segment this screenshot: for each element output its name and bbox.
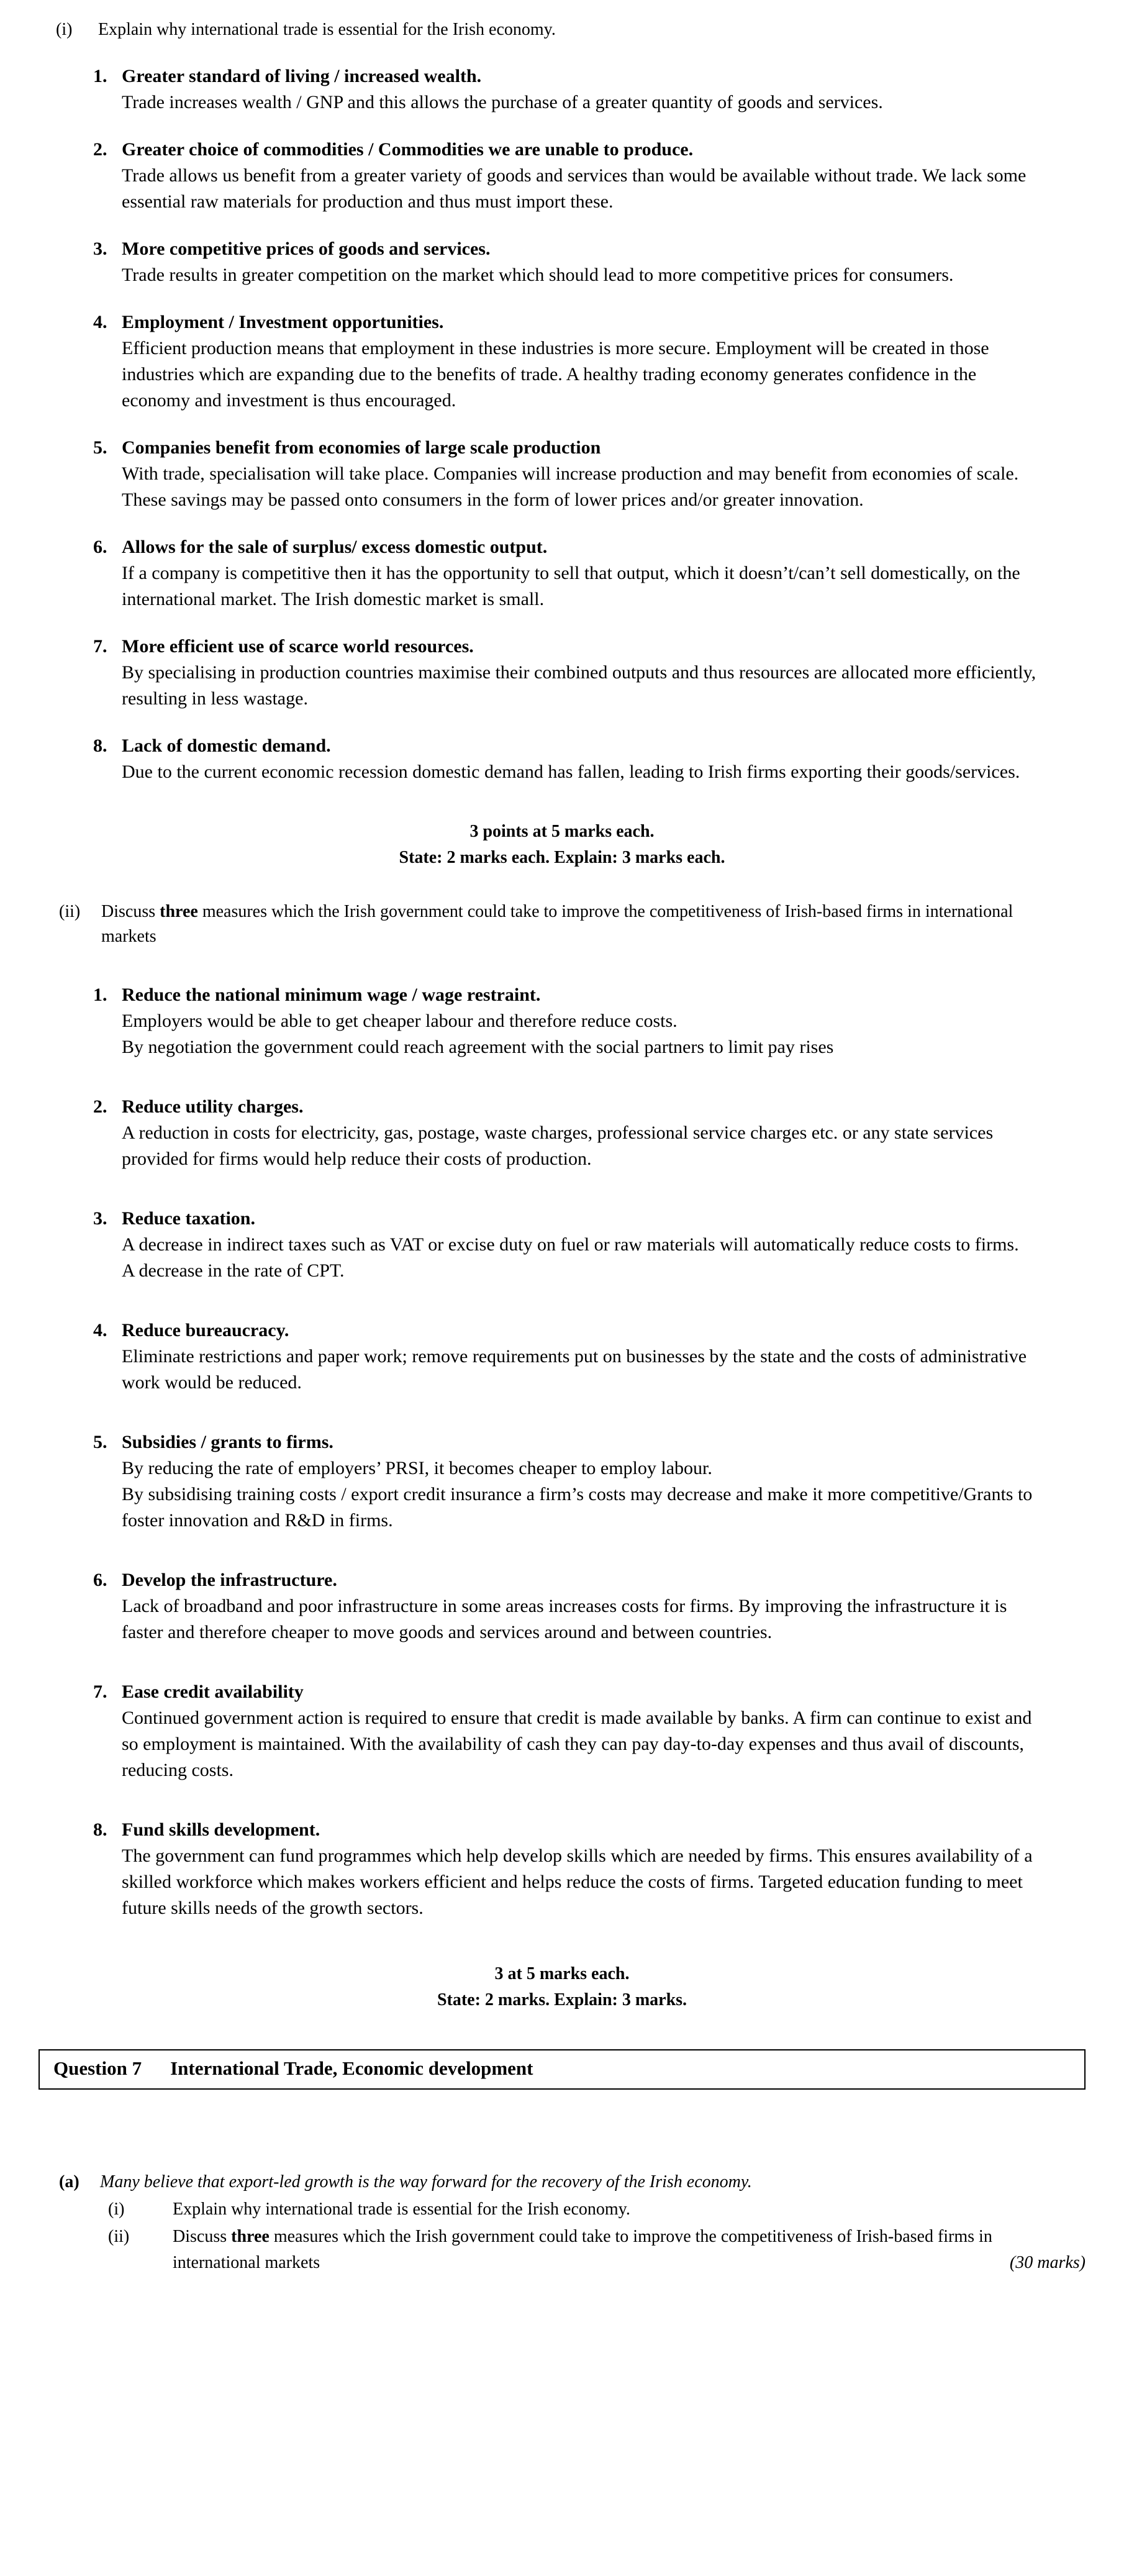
point-number: 6. (93, 536, 107, 557)
point-number: 5. (93, 437, 107, 458)
footer-item-i-text: Explain why international trade is essential for the Irish economy. (173, 2200, 630, 2219)
point-body (122, 1593, 1041, 1645)
footer-item-ii-marks: (30 marks) (1009, 2253, 1086, 2273)
point-content (122, 534, 1041, 612)
point-content (122, 137, 1041, 215)
point-body (122, 1705, 1041, 1783)
point-body-line: Employers would be able to get cheaper labour and therefore reduce costs. (122, 1011, 678, 1032)
point-title: Lack of domestic demand. (122, 735, 331, 756)
part-ii-points-list (39, 982, 1086, 1921)
point-item (93, 1567, 1086, 1645)
point-body-line: By subsidising training costs / export credit insurance a firm’s costs may decrease and make it more competitive/Grants to foster innovation and R&D in firms. (122, 1484, 1033, 1531)
footer-item-ii (108, 2224, 1086, 2276)
point-body-line: Trade increases wealth / GNP and this allows the purchase of a greater quantity of goods and services. (122, 91, 883, 112)
part-ii-question-pre: Discuss (101, 901, 160, 921)
point-content (122, 982, 833, 1060)
point-content (122, 733, 1020, 785)
point-body (122, 1344, 1041, 1396)
point-title: Employment / Investment opportunities. (122, 311, 444, 332)
point-item (93, 435, 1086, 513)
point-content (122, 1679, 1041, 1783)
part-i-marks-line-1: 3 points at 5 marks each. (469, 821, 655, 841)
point-title: Allows for the sale of surplus/ excess domestic output. (122, 536, 548, 557)
question-box-title: International Trade, Economic development (170, 2057, 533, 2080)
point-body-line: If a company is competitive then it has the opportunity to sell that output, which it doesn’t/can’t sell domestically, on the international market. The Irish domestic market is small. (122, 562, 1020, 609)
point-item (93, 634, 1086, 712)
point-body (122, 89, 883, 116)
part-i-label: (i) (56, 20, 73, 39)
point-item (93, 309, 1086, 414)
point-number: 7. (93, 1682, 107, 1703)
point-body (122, 560, 1041, 612)
point-body (122, 1843, 1041, 1921)
point-body-line: The government can fund programmes which help develop skills which are needed by firms. This ensures availability of a skilled workforce which makes workers efficient and helps reduce the costs of firms. Targeted education funding to meet future skills needs of the growth sectors. (122, 1846, 1033, 1919)
point-body (122, 163, 1041, 215)
footer-item-ii-post: measures which the Irish government could take to improve the competitiveness of Irish-based firms in international markets (173, 2227, 992, 2273)
point-title: Ease credit availability (122, 1682, 304, 1703)
point-body-line: A decrease in the rate of CPT. (122, 1260, 345, 1281)
point-item (93, 982, 1086, 1060)
point-number: 7. (93, 635, 107, 657)
point-title: Develop the infrastructure. (122, 1570, 337, 1591)
point-body-line: A decrease in indirect taxes such as VAT or excise duty on fuel or raw materials will automatically reduce costs to firms. (122, 1234, 1019, 1255)
point-body-line: Due to the current economic recession domestic demand has fallen, leading to Irish firms exporting their goods/services. (122, 761, 1020, 782)
point-title: Subsidies / grants to firms. (122, 1432, 333, 1453)
point-content (122, 1206, 1019, 1284)
point-number: 3. (93, 1208, 107, 1229)
part-ii-marks (39, 1961, 1086, 2013)
point-content (122, 1094, 1041, 1172)
point-body-line: Eliminate restrictions and paper work; remove requirements put on businesses by the state and the costs of administrative work would be reduced. (122, 1346, 1027, 1393)
point-content (122, 1318, 1041, 1396)
part-ii-marks-line-1: 3 at 5 marks each. (494, 1964, 630, 1984)
part-i-marks-line-2: State: 2 marks each. Explain: 3 marks each. (399, 847, 725, 867)
part-a-label: (a) (59, 2172, 79, 2192)
point-title: Reduce taxation. (122, 1208, 255, 1229)
point-body-line: With trade, specialisation will take place. Companies will increase production and may benefit from economies of scale. These savings may be passed onto consumers in the form of lower prices and/or greater innovation. (122, 463, 1019, 510)
point-body-line: Efficient production means that employment in these industries is more secure. Employment will be created in those industries which are expanding due to the benefits of trade. A healthy trading economy generates confidence in the economy and investment is thus encouraged. (122, 337, 989, 411)
point-content (122, 63, 883, 116)
point-body (122, 461, 1041, 513)
point-body-line: By reducing the rate of employers’ PRSI, it becomes cheaper to employ labour. (122, 1458, 712, 1479)
point-title: Companies benefit from economies of large scale production (122, 437, 601, 458)
point-body-line: By specialising in production countries maximise their combined outputs and thus resources are allocated more efficiently, resulting in less wastage. (122, 662, 1036, 709)
footer-item-ii-label: (ii) (108, 2227, 130, 2247)
point-number: 3. (93, 238, 107, 259)
point-number: 2. (93, 1096, 107, 1117)
point-body (122, 335, 1041, 414)
point-body-line: A reduction in costs for electricity, gas, postage, waste charges, professional service charges etc. or any state services provided for firms would help reduce their costs of production. (122, 1122, 994, 1170)
part-a-line (59, 2169, 1086, 2195)
question-box-number: Question 7 (53, 2057, 142, 2080)
point-body-line: Lack of broadband and poor infrastructure in some areas increases costs for firms. By improving the infrastructure it is faster and therefore cheaper to move goods and services around and between countries. (122, 1596, 1007, 1643)
point-item (93, 534, 1086, 612)
point-item (93, 1094, 1086, 1172)
point-body (122, 1455, 1041, 1534)
question-box (39, 2049, 1086, 2090)
point-title: More competitive prices of goods and services. (122, 238, 491, 259)
part-ii-label: (ii) (59, 901, 81, 921)
point-body-line: By negotiation the government could reach agreement with the social partners to limit pay rises (122, 1037, 834, 1058)
point-item (93, 1817, 1086, 1921)
point-content (122, 1429, 1041, 1534)
point-body (122, 759, 1020, 785)
part-i-question (56, 17, 1086, 42)
point-title: Reduce bureaucracy. (122, 1320, 289, 1341)
part-ii-question-text (101, 899, 1027, 949)
point-item (93, 1429, 1086, 1534)
point-number: 1. (93, 65, 107, 86)
point-number: 8. (93, 1819, 107, 1841)
part-i-marks (39, 819, 1086, 871)
point-title: Reduce utility charges. (122, 1096, 304, 1117)
part-a-intro: Many believe that export-led growth is the way forward for the recovery of the Irish economy. (100, 2172, 752, 2192)
point-title: More efficient use of scarce world resources. (122, 635, 474, 657)
point-number: 6. (93, 1570, 107, 1591)
part-i-question-text: Explain why international trade is essential for the Irish economy. (98, 20, 556, 39)
point-body (122, 1232, 1019, 1284)
point-number: 2. (93, 139, 107, 160)
question-7a-extract (39, 2169, 1086, 2276)
footer-item-ii-bold: three (231, 2227, 270, 2247)
point-number: 1. (93, 985, 107, 1006)
point-body-line: Trade allows us benefit from a greater variety of goods and services than would be available without trade. We lack some essential raw materials for production and thus must import these. (122, 165, 1027, 212)
point-body (122, 1120, 1041, 1172)
point-content (122, 435, 1041, 513)
point-item (93, 137, 1086, 215)
point-body-line: Continued government action is required to ensure that credit is made available by banks. A firm can continue to exist and so employment is maintained. With the availability of cash they can pay day-to-day expenses and thus avail of discounts, reducing costs. (122, 1708, 1032, 1781)
point-number: 8. (93, 735, 107, 756)
point-title: Greater standard of living / increased wealth. (122, 65, 482, 86)
point-item (93, 1318, 1086, 1396)
point-body (122, 1008, 833, 1060)
part-ii-question (59, 899, 1086, 949)
point-item (93, 63, 1086, 116)
part-i-points-list (39, 63, 1086, 785)
point-item (93, 733, 1086, 785)
part-ii-question-post: measures which the Irish government could take to improve the competitiveness of Irish-based firms in international markets (101, 901, 1013, 946)
footer-item-i (108, 2196, 1086, 2223)
point-title: Reduce the national minimum wage / wage restraint. (122, 985, 541, 1006)
point-content (122, 634, 1041, 712)
point-body-line: Trade results in greater competition on the market which should lead to more competitive prices for consumers. (122, 264, 954, 285)
footer-item-i-label: (i) (108, 2200, 125, 2219)
point-content (122, 1817, 1041, 1921)
point-title: Fund skills development. (122, 1819, 320, 1841)
footer-item-ii-text (173, 2224, 999, 2276)
point-content (122, 1567, 1041, 1645)
point-content (122, 309, 1041, 414)
point-body (122, 262, 953, 288)
point-item (93, 1679, 1086, 1783)
point-title: Greater choice of commodities / Commodities we are unable to produce. (122, 139, 694, 160)
point-number: 5. (93, 1432, 107, 1453)
part-ii-question-bold: three (160, 901, 198, 921)
point-body (122, 660, 1041, 712)
point-item (93, 1206, 1086, 1284)
footer-item-ii-pre: Discuss (173, 2227, 232, 2247)
point-number: 4. (93, 311, 107, 332)
point-content (122, 236, 953, 288)
point-item (93, 236, 1086, 288)
point-number: 4. (93, 1320, 107, 1341)
part-ii-marks-line-2: State: 2 marks. Explain: 3 marks. (437, 1990, 687, 2010)
